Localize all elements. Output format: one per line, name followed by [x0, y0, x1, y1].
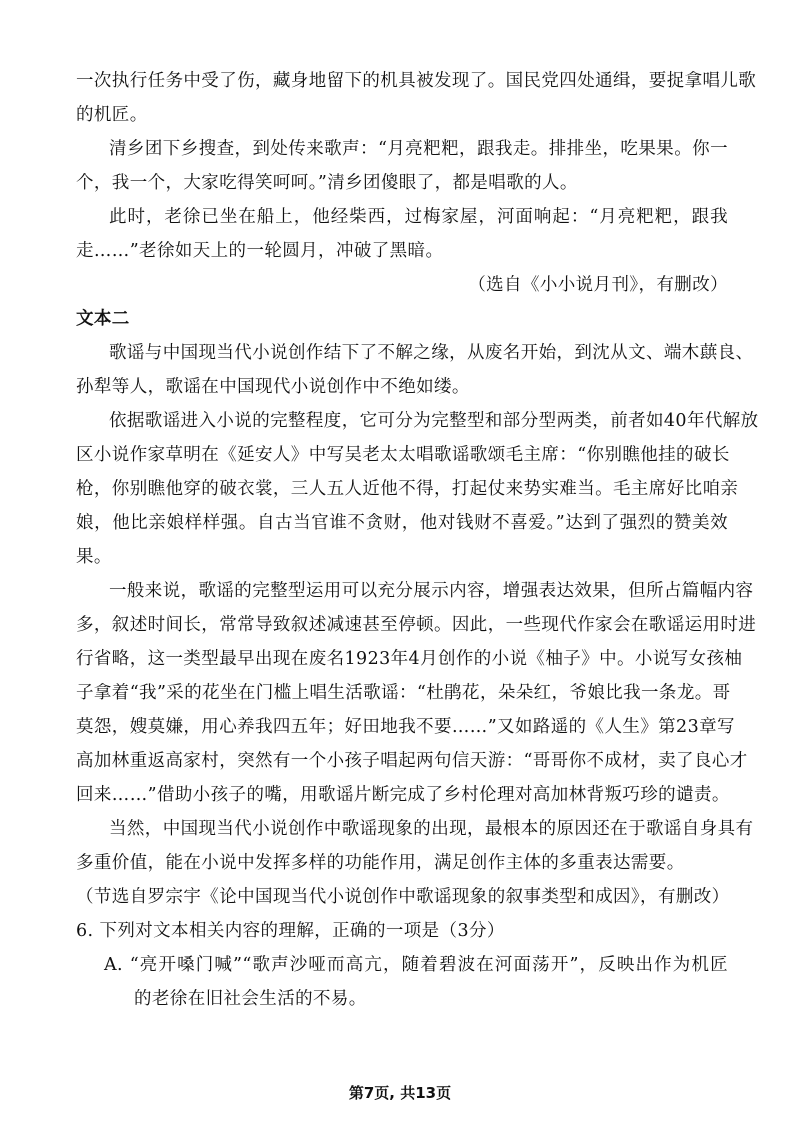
story-paragraph-1-line-1: 一次执行任务中受了伤，藏身地留下的机具被发现了。国民党四处通缉，要捉拿唱儿歌 — [76, 71, 757, 91]
text-two-paragraph-2-line-4: 娘，他比亲娘样样强。自古当官谁不贪财，他对钱财不喜爱。”达到了强烈的赞美效 — [76, 513, 728, 533]
question-6-option-a-line-1: A. “亮开嗓门喊”“歌声沙哑而高亢，随着碧波在河面荡开”，反映出作为机匠 — [104, 955, 728, 975]
text-two-heading: 文本二 — [76, 309, 130, 329]
page-number-footer: 第7页, 共13页 — [348, 1084, 452, 1102]
text-two-paragraph-1-line-1: 歌谣与中国现当代小说创作结下了不解之缘，从废名开始，到沈从文、端木蕻良、 — [109, 343, 754, 363]
question-6-option-a-line-2: 的老徐在旧社会生活的不易。 — [134, 989, 367, 1009]
story-paragraph-3-line-1: 此时，老徐已坐在船上，他经柴西，过梅家屋，河面响起：“月亮粑粑，跟我 — [109, 207, 728, 227]
text-two-paragraph-3-line-4: 子拿着“我”采的花坐在门槛上唱生活歌谣：“杜鹃花，朵朵红，爷娘比我一条龙。哥 — [76, 683, 731, 703]
story-paragraph-2-line-1: 清乡团下乡搜查，到处传来歌声：“月亮粑粑，跟我走。排排坐，吃果果。你一 — [109, 139, 728, 159]
story-source-citation: （选自《小小说月刊》，有删改） — [468, 275, 728, 295]
question-6-stem: 6. 下列对文本相关内容的理解，正确的一项是（3分） — [76, 921, 505, 941]
text-two-paragraph-1-line-2: 孙犁等人，歌谣在中国现代小说创作中不绝如缕。 — [76, 377, 470, 397]
text-two-paragraph-3-line-5: 莫怨，嫂莫嫌，用心养我四五年；好田地我不要……”又如路遥的《人生》第23章写 — [76, 717, 735, 737]
text-two-paragraph-2-line-2: 区小说作家草明在《延安人》中写吴老太太唱歌谣歌颂毛主席：“你别瞧他挂的破长 — [76, 445, 730, 465]
text-two-paragraph-2-line-3: 枪，你别瞧他穿的破衣裳，三人五人近他不得，打起仗来势实难当。毛主席好比咱亲 — [76, 479, 739, 499]
text-two-paragraph-3-line-1: 一般来说，歌谣的完整型运用可以充分展示内容，增强表达效果，但所占篇幅内容 — [109, 581, 754, 601]
text-two-paragraph-3-line-7: 回来……”借助小孩子的嘴，用歌谣片断完成了乡村伦理对高加林背叛巧珍的谴责。 — [76, 785, 730, 805]
text-two-paragraph-3-line-2: 多，叙述时间长，常常导致叙述减速甚至停顿。因此，一些现代作家会在歌谣运用时进 — [76, 615, 757, 635]
text-two-paragraph-2-line-1: 依据歌谣进入小说的完整程度，它可分为完整型和部分型两类，前者如40年代解放 — [109, 411, 759, 431]
text-two-paragraph-3-line-3: 行省略，这一类型最早出现在废名1923年4月创作的小说《柚子》中。小说写女孩柚 — [76, 649, 743, 669]
document-page — [76, 64, 759, 1016]
text-two-paragraph-2-line-5: 果。 — [76, 547, 112, 567]
text-two-source-citation: （节选自罗宗宇《论中国现当代小说创作中歌谣现象的叙事类型和成因》，有删改） — [76, 887, 730, 907]
story-paragraph-3-line-2: 走……”老徐如天上的一轮圆月，冲破了黑暗。 — [76, 241, 444, 261]
text-two-paragraph-4-line-1: 当然，中国现当代小说创作中歌谣现象的出现，最根本的原因还在于歌谣自身具有 — [109, 819, 754, 839]
story-paragraph-1-line-2: 的机匠。 — [76, 105, 148, 125]
text-two-paragraph-4-line-2: 多重价值，能在小说中发挥多样的功能作用，满足创作主体的多重表达需要。 — [76, 853, 685, 873]
text-two-paragraph-3-line-6: 高加林重返高家村，突然有一个小孩子唱起两句信天游：“哥哥你不成材，卖了良心才 — [76, 751, 748, 771]
story-paragraph-2-line-2: 个，我一个，大家吃得笑呵呵。”清乡团傻眼了，都是唱歌的人。 — [76, 173, 578, 193]
